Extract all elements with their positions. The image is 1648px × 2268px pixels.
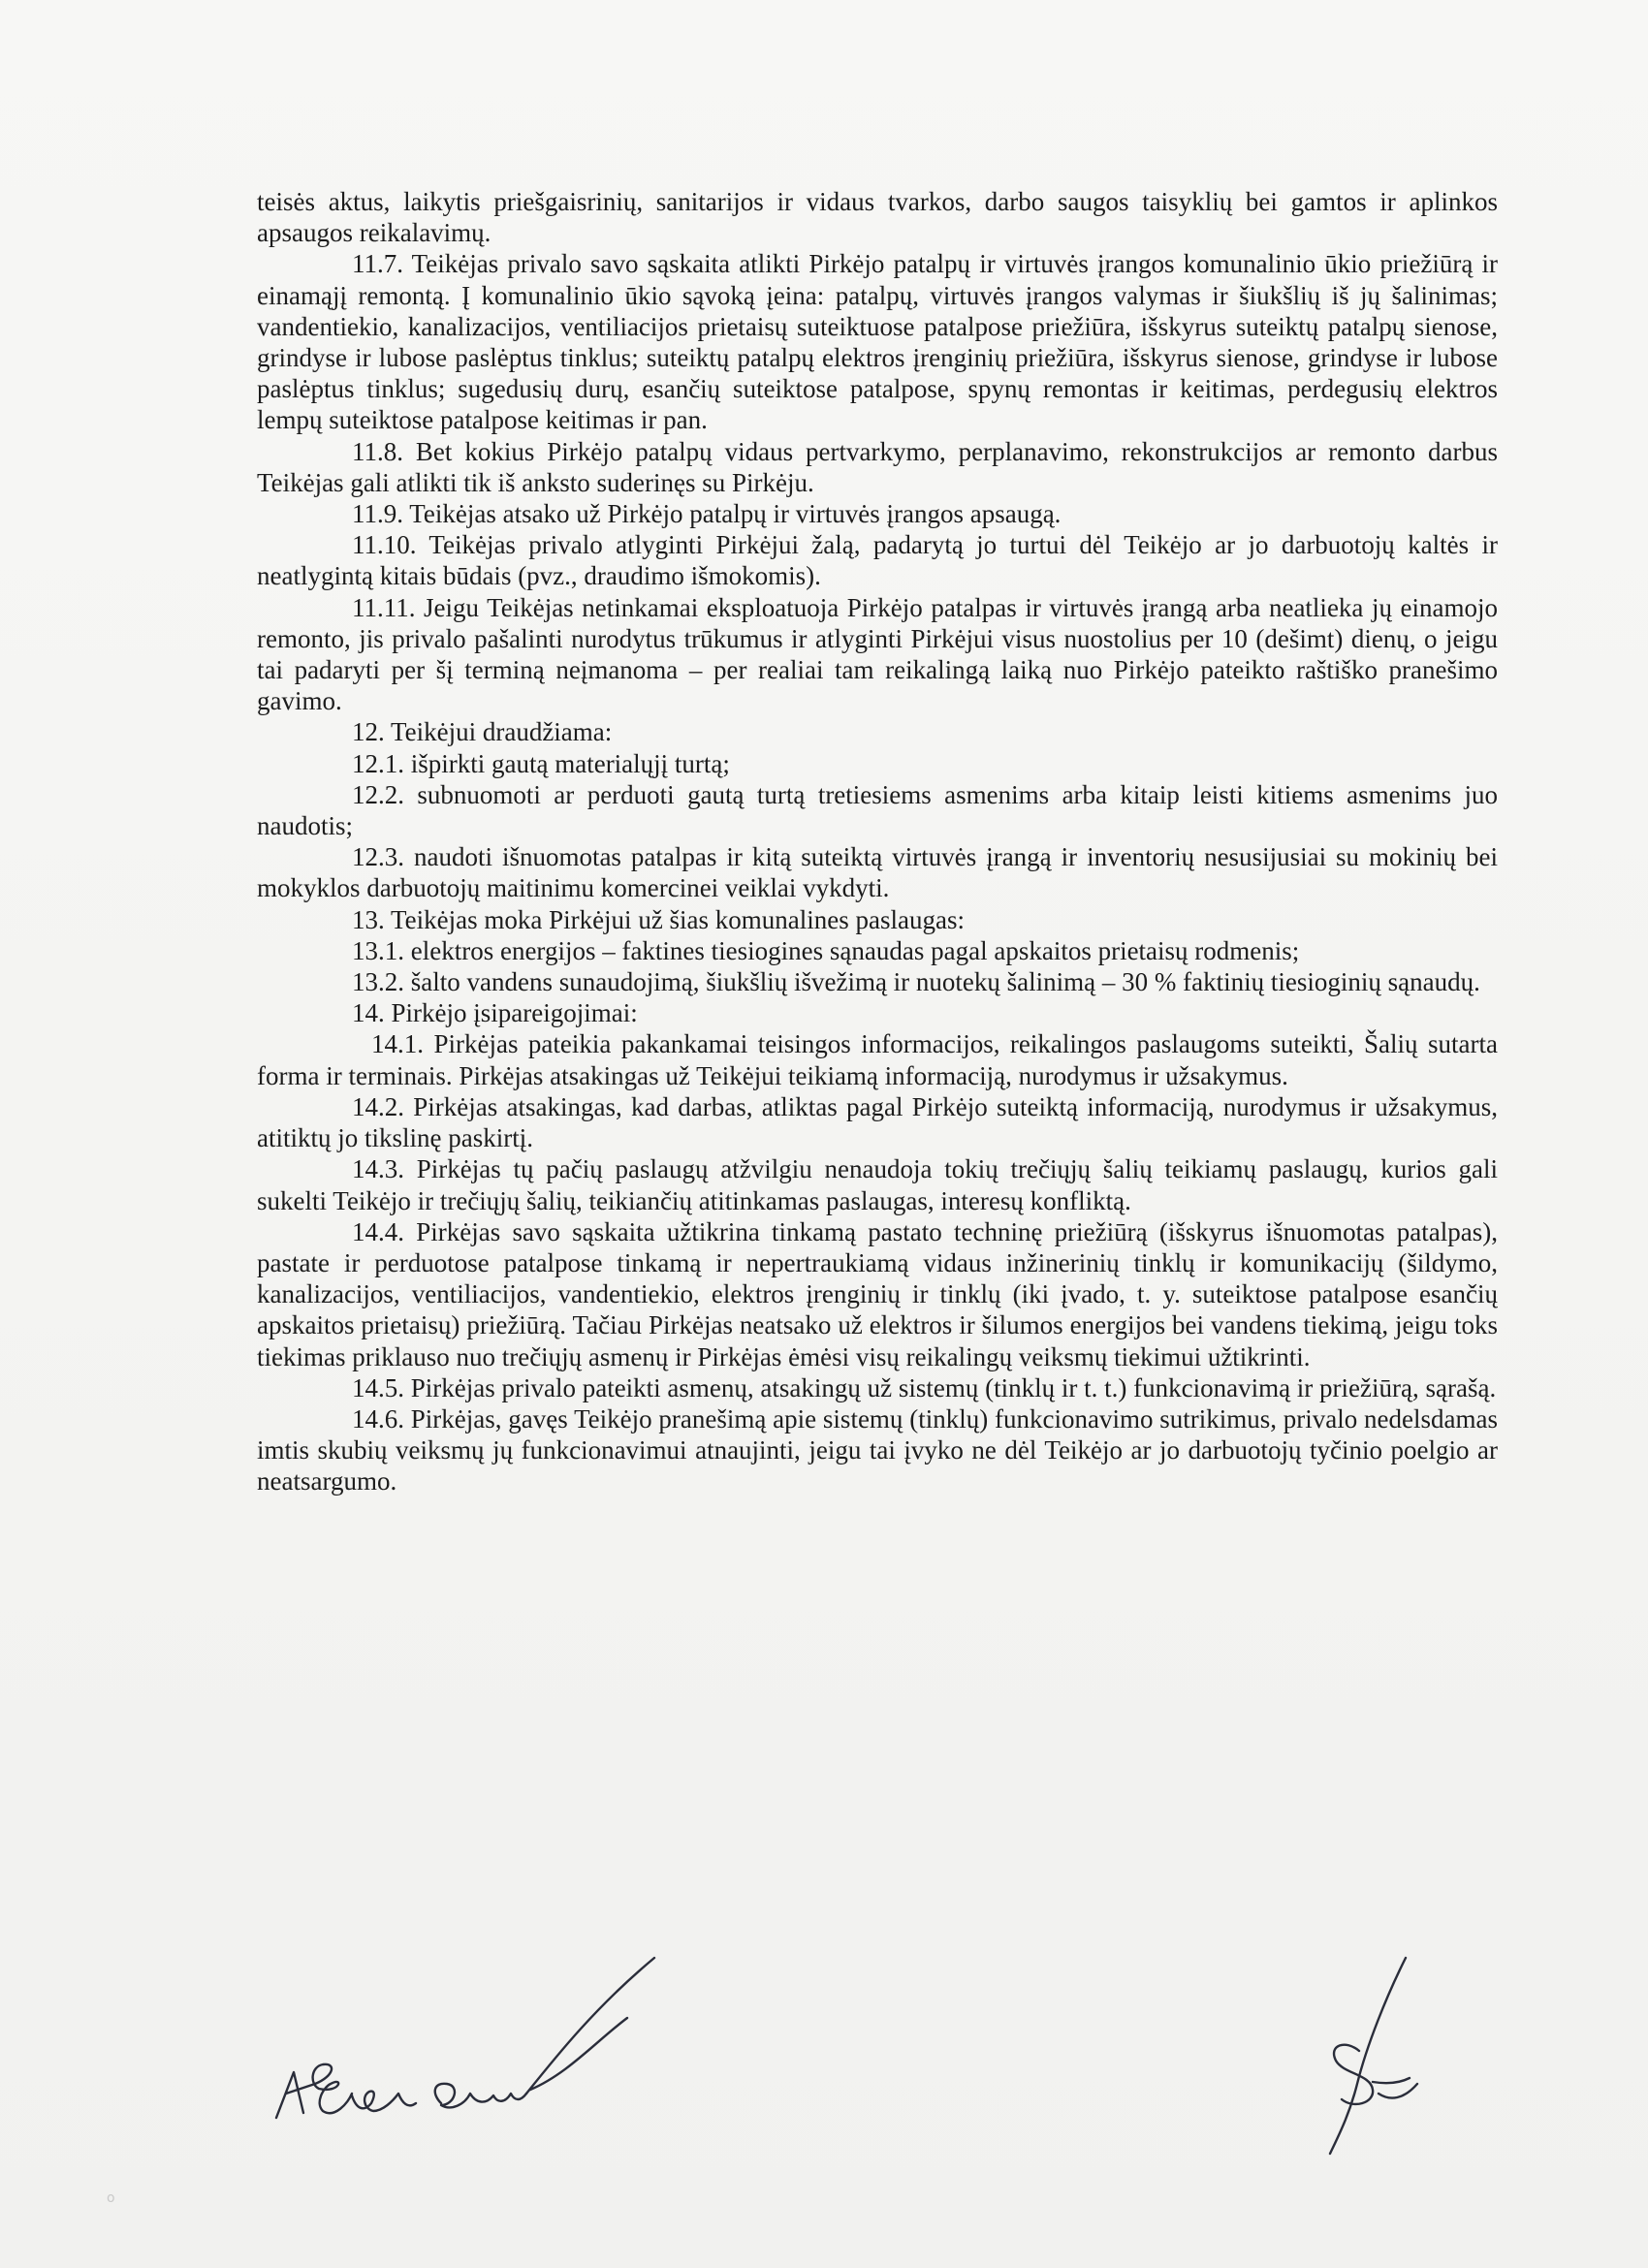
clause-12-3: 12.3. naudoti išnuomotas patalpas ir kitą suteiktą virtuvės įrangą ir inventorių nesusijusiai su mokinių bei mokyklos darbuotojų maitinimu komercinei veiklai vykdyti.	[257, 842, 1498, 903]
signature-left-icon	[247, 1948, 674, 2142]
clause-11-8: 11.8. Bet kokius Pirkėjo patalpų vidaus pertvarkymo, perplanavimo, rekonstrukcijos ar remonto darbus Teikėjas gali atlikti tik iš anksto suderinęs su Pirkėju.	[257, 436, 1498, 497]
clause-14-1: 14.1. Pirkėjas pateikia pakankamai teisingos informacijos, reikalingos paslaugoms suteikti, Šalių sutarta forma ir terminais. Pirkėjas atsakingas už Teikėjui teikiamą informaciją, nurodymus ir užsakymus.	[257, 1029, 1498, 1090]
clause-12-1: 12.1. išpirkti gautą materialųjį turtą;	[352, 748, 730, 778]
clause-14-5: 14.5. Pirkėjas privalo pateikti asmenų, atsakingų už sistemų (tinklų ir t. t.) funkcionavimą ir priežiūrą, sąrašą.	[352, 1372, 1497, 1402]
clause-13-1: 13.1. elektros energijos – faktines tiesiogines sąnaudas pagal apskaitos prietaisų rodmenis;	[352, 935, 1300, 965]
clause-13: 13. Teikėjas moka Pirkėjui už šias komunalines paslaugas:	[352, 904, 965, 934]
clause-12-2: 12.2. subnuomoti ar perduoti gautą turtą tretiesiems asmenims arba kitaip leisti kitiems asmenims juo naudotis;	[257, 779, 1498, 841]
clause-11-7: 11.7. Teikėjas privalo savo sąskaita atlikti Pirkėjo patalpų ir virtuvės įrangos komunalinio ūkio priežiūrą ir einamąjį remontą. Į komunalinio ūkio sąvoką įeina: patalpų, virtuvės įrangos valymas ir šiukšlių iš jų šalinimas; vandentiekio, kanalizacijos, ventiliacijos prietaisų suteiktuose patalpose priežiūra, išskyrus suteiktų patalpų sienose, grindyse ir lubose paslėptus tinklus; suteiktų patalpų elektros įrenginių priežiūra, išskyrus sienose, grindyse ir lubose paslėptus tinklus; sugedusių durų, esančių suteiktose patalpose, spynų remontas ir keitimas, perdegusių elektros lempų suteiktose patalpose keitimas ir pan.	[257, 249, 1498, 435]
clause-14-2: 14.2. Pirkėjas atsakingas, kad darbas, atliktas pagal Pirkėjo suteiktą informaciją, nurodymus ir užsakymus, atitiktų jo tikslinę paskirtį.	[257, 1091, 1498, 1153]
signature-right-icon	[1289, 1938, 1464, 2161]
document-body	[257, 186, 1498, 1497]
clause-14-6: 14.6. Pirkėjas, gavęs Teikėjo pranešimą apie sistemų (tinklų) funkcionavimo sutrikimus, privalo nedelsdamas imtis skubių veiksmų jų funkcionavimui atnaujinti, jeigu tai įvyko ne dėl Teikėjo ar jo darbuotojų tyčinio poelgio ar neatsargumo.	[257, 1403, 1498, 1496]
clause-11-9: 11.9. Teikėjas atsako už Pirkėjo patalpų ir virtuvės įrangos apsaugą.	[352, 499, 1062, 529]
scan-mark: o	[107, 2190, 115, 2206]
clause-14-3: 14.3. Pirkėjas tų pačių paslaugų atžvilgiu nenaudoja tokių trečiųjų šalių teikiamų paslaugų, kurios gali sukelti Teikėjo ir trečiųjų šalių, teikiančių atitinkamas paslaugas, interesų konfliktą.	[257, 1154, 1498, 1215]
clause-14-4: 14.4. Pirkėjas savo sąskaita užtikrina tinkamą pastato techninę priežiūrą (išskyrus išnuomotas patalpas), pastate ir perduotose patalpose tinkamą ir nepertraukiamą vidaus inžinerinių tinklų ir komunikacijų (šildymo, kanalizacijos, ventiliacijos, vandentiekio, elektros įrenginių ir tinklų (iki įvado, t. y. suteiktose patalpose esančių apskaitos prietaisų) priežiūrą. Tačiau Pirkėjas neatsako už elektros ir šilumos energijos bei vandens tiekimą, jeigu toks tiekimas priklauso nuo trečiųjų asmenų ir Pirkėjas ėmėsi visų reikalingų veiksmų tiekimui užtikrinti.	[257, 1216, 1498, 1371]
clause-11-11: 11.11. Jeigu Teikėjas netinkamai eksploatuoja Pirkėjo patalpas ir virtuvės įrangą arba neatlieka jų einamojo remonto, jis privalo pašalinti nurodytus trūkumus ir atlyginti Pirkėjui visus nuostolius per 10 (dešimt) dienų, o jeigu tai padaryti per šį terminą neįmanoma – per realiai tam reikalingą laiką nuo Pirkėjo pateikto raštiško pranešimo gavimo.	[257, 592, 1498, 716]
clause-13-2: 13.2. šalto vandens sunaudojimą, šiukšlių išvežimą ir nuotekų šalinimą – 30 % faktinių tiesioginių sąnaudų.	[352, 967, 1480, 997]
clause-11-10: 11.10. Teikėjas privalo atlyginti Pirkėjui žalą, padarytą jo turtui dėl Teikėjo ar jo darbuotojų kaltės ir neatlygintą kitais būdais (pvz., draudimo išmokomis).	[257, 530, 1498, 591]
paragraph-continuation: teisės aktus, laikytis priešgaisrinių, sanitarijos ir vidaus tvarkos, darbo saugos taisyklių bei gamtos ir aplinkos apsaugos reikalavimų.	[257, 187, 1498, 248]
clause-14: 14. Pirkėjo įsipareigojimai:	[352, 998, 638, 1028]
clause-12: 12. Teikėjui draudžiama:	[352, 717, 613, 747]
